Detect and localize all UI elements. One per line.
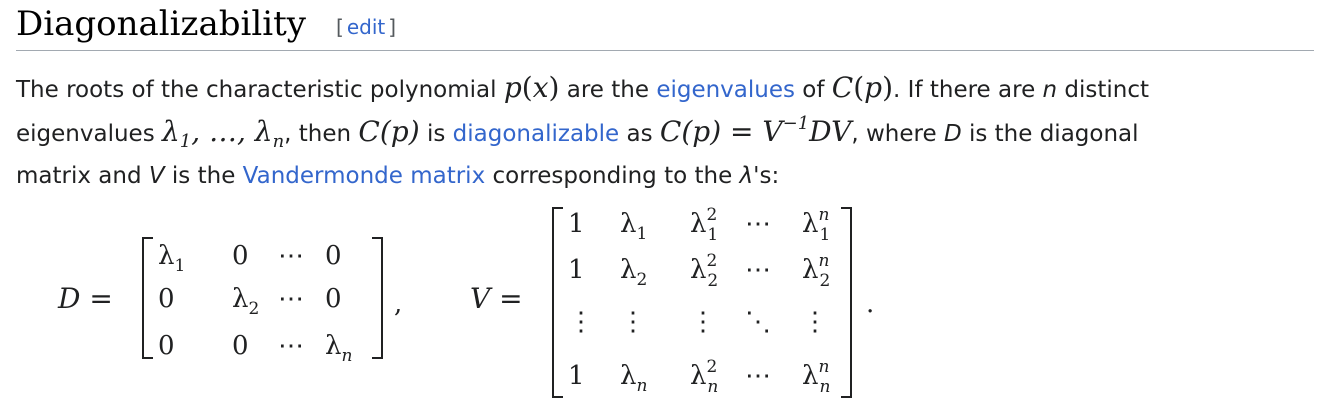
matrix-V-cell: $\lambda_2$: [620, 255, 648, 290]
matrix-D-cell: $\lambda_2$: [232, 284, 260, 319]
math-C: C: [831, 71, 854, 104]
var-D: D: [943, 121, 962, 147]
text-run: eigenvalues: [16, 121, 162, 147]
matrix-V-cell: ⋮: [690, 307, 716, 337]
math-paren: (: [521, 71, 533, 104]
matrix-V-cell: ⋱: [745, 307, 771, 337]
matrix-D-cell: $\lambda_n$: [325, 331, 353, 366]
matrix-V-cell: 1: [568, 255, 585, 285]
text-run: 's:: [753, 163, 780, 189]
period: .: [866, 289, 875, 319]
matrix-V-cell: ⋮: [568, 307, 594, 337]
text-run: is the diagonal: [961, 121, 1139, 147]
matrix-V-left-bracket: [553, 208, 563, 397]
matrix-D-label: D =: [58, 282, 113, 315]
link-eigenvalues[interactable]: eigenvalues: [656, 77, 795, 103]
section-title: Diagonalizability: [16, 4, 306, 44]
matrix-D-cell: ⋯: [278, 331, 304, 361]
text-run: matrix and: [16, 163, 149, 189]
text-run: of: [795, 77, 832, 103]
matrix-D-cell: ⋯: [278, 241, 304, 271]
math-eigen-list: $\lambda_1$, …, $\lambda_n$: [162, 115, 285, 152]
text-run: corresponding to the: [485, 163, 740, 189]
matrix-D-cells: [158, 241, 352, 366]
var-lambda: λ: [739, 163, 754, 189]
text-run: . If there are: [893, 77, 1043, 103]
text-run: distinct: [1057, 77, 1150, 103]
var-V: V: [148, 163, 165, 189]
text-run: as: [619, 121, 660, 147]
var-n: n: [1042, 77, 1058, 103]
text-run: is: [419, 121, 453, 147]
math-Cp: C(p): [358, 115, 420, 148]
math-paren: ): [882, 71, 894, 104]
edit-bracket-open: [: [336, 15, 344, 39]
matrix-V-cell: $\lambda^n$ 2: [802, 251, 831, 291]
matrix-V-cell: 1: [568, 209, 585, 239]
math-equation: $C(p) = V^{-1}DV$: [659, 113, 852, 148]
text-run: The roots of the characteristic polynomial: [16, 77, 504, 103]
matrix-D-cell: 0: [158, 331, 175, 361]
math-paren: ): [548, 71, 560, 104]
edit-link[interactable]: edit: [346, 15, 386, 39]
link-diagonalizable[interactable]: diagonalizable: [452, 121, 620, 147]
comma: ,: [394, 289, 403, 319]
matrix-D-left-bracket: [143, 238, 153, 358]
matrix-V-cell: $\lambda^n$ 1: [802, 205, 831, 245]
matrix-D-right-bracket: [372, 238, 382, 358]
math-paren: (: [853, 71, 865, 104]
matrix-D-cell: 0: [325, 284, 342, 314]
matrix-D-cell: 0: [325, 241, 342, 271]
matrix-V-cell: $\lambda^2$ 2: [690, 251, 719, 291]
matrix-D-cell: 0: [232, 331, 249, 361]
matrix-V-cell: ⋯: [745, 255, 771, 285]
matrix-V-cell: $\lambda^2$ n: [690, 357, 719, 397]
edit-bracket-close: ]: [388, 15, 397, 39]
matrix-V-cells: [568, 205, 830, 397]
matrix-V-label: V =: [470, 282, 523, 315]
matrix-D-cell: 0: [232, 241, 249, 271]
text-run: is the: [164, 163, 243, 189]
matrix-V-cell: ⋮: [620, 307, 646, 337]
text-run: , then: [284, 121, 359, 147]
matrix-V-cell: $\lambda^2$ 1: [690, 205, 719, 245]
matrix-D-cell: 0: [158, 284, 175, 314]
matrix-V-cell: $\lambda_n$: [620, 361, 648, 396]
math-x: x: [532, 71, 549, 104]
matrix-V-cell: $\lambda^n$ n: [802, 357, 831, 397]
math-p: p: [864, 71, 883, 104]
matrix-D-cell: ⋯: [278, 284, 304, 314]
link-vandermonde-matrix[interactable]: Vandermonde matrix: [242, 163, 486, 189]
matrix-D-cell: $\lambda_1$: [158, 241, 186, 276]
matrix-V-cell: 1: [568, 361, 585, 391]
text-run: are the: [559, 77, 657, 103]
matrix-V-right-bracket: [841, 208, 851, 397]
matrix-V-cell: ⋯: [745, 209, 771, 239]
matrix-V-cell: ⋯: [745, 361, 771, 391]
matrix-V-cell: $\lambda_1$: [620, 209, 648, 244]
text-run: , where: [851, 121, 944, 147]
math-p-of-x: p: [503, 71, 522, 104]
matrix-V-cell: ⋮: [802, 307, 828, 337]
